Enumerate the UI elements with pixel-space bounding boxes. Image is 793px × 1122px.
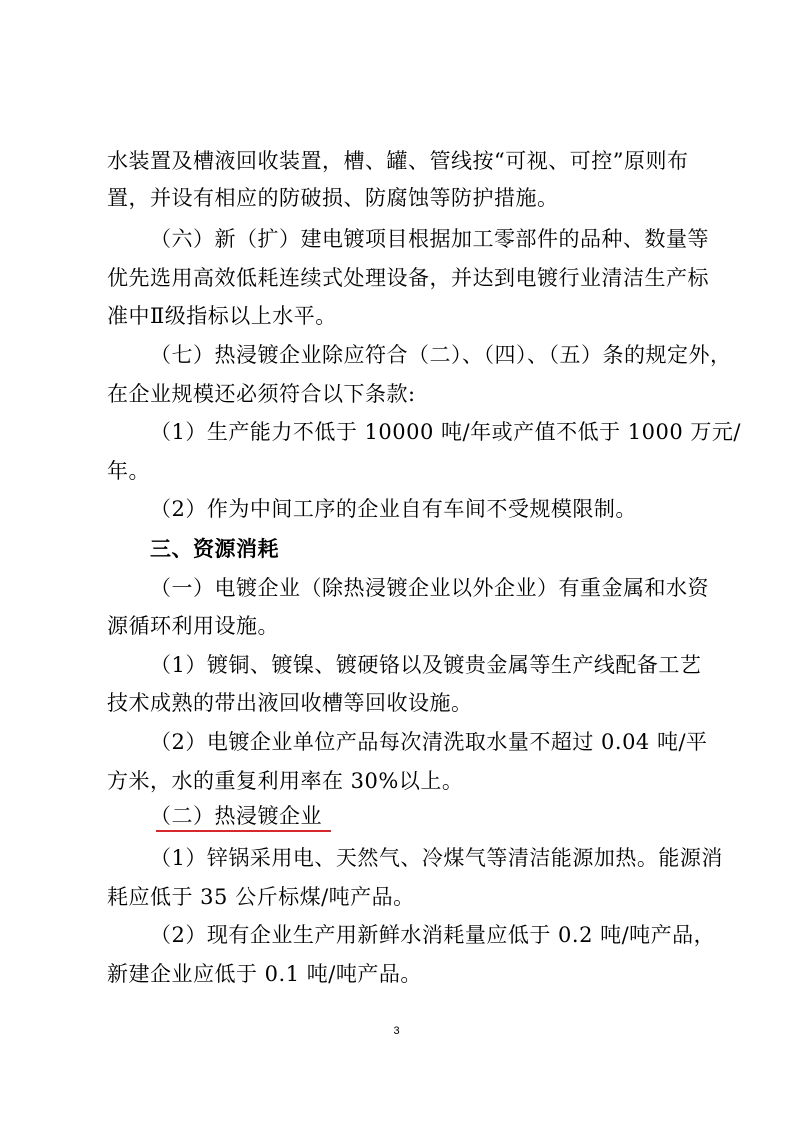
paragraph-line: 置，并设有相应的防破损、防腐蚀等防护措施。 — [107, 186, 559, 210]
paragraph-line: （1）锌锅采用电、天然气、冷煤气等清洁能源加热。能源消 — [150, 846, 723, 870]
paragraph-line: 优先选用高效低耗连续式处理设备，并达到电镀行业清洁生产标 — [107, 266, 709, 290]
page-number: 3 — [393, 1025, 400, 1037]
paragraph-line: 准中Ⅱ级指标以上水平。 — [107, 304, 337, 328]
paragraph-line: （1）生产能力不低于 10000 吨/年或产值不低于 1000 万元/ — [150, 420, 741, 444]
annotation-underline — [156, 830, 331, 832]
paragraph-line: 源循环利用设施。 — [107, 614, 279, 638]
paragraph-line: 新建企业应低于 0.1 吨/吨产品。 — [107, 962, 422, 986]
paragraph-line: 在企业规模还必须符合以下条款: — [107, 382, 416, 406]
section-heading: 三、资源消耗 — [150, 537, 279, 561]
paragraph-line: （2）现有企业生产用新鲜水消耗量应低于 0.2 吨/吨产品， — [150, 923, 716, 947]
paragraph-line: （1）镀铜、镀镍、镀硬铬以及镀贵金属等生产线配备工艺 — [150, 653, 702, 677]
subsection-heading: （二）热浸镀企业 — [150, 804, 322, 828]
paragraph-line: 年。 — [107, 459, 150, 483]
paragraph-line: （2）作为中间工序的企业自有车间不受规模限制。 — [150, 497, 637, 521]
paragraph-line: 耗应低于 35 公斤标煤/吨产品。 — [107, 885, 415, 909]
paragraph-line: 水装置及槽液回收装置，槽、罐、管线按“可视、可控”原则布 — [107, 149, 689, 173]
paragraph-line: （六）新（扩）建电镀项目根据加工零部件的品种、数量等 — [150, 227, 709, 251]
paragraph-line: 方米，水的重复利用率在 30%以上。 — [107, 769, 464, 793]
paragraph-line: （七）热浸镀企业除应符合（二）、（四）、（五）条的规定外， — [150, 343, 732, 367]
paragraph-line: （2）电镀企业单位产品每次清洗取水量不超过 0.04 吨/平 — [150, 730, 708, 754]
paragraph-line: 技术成熟的带出液回收槽等回收设施。 — [107, 691, 473, 715]
paragraph-line: （一）电镀企业（除热浸镀企业以外企业）有重金属和水资 — [150, 576, 709, 600]
